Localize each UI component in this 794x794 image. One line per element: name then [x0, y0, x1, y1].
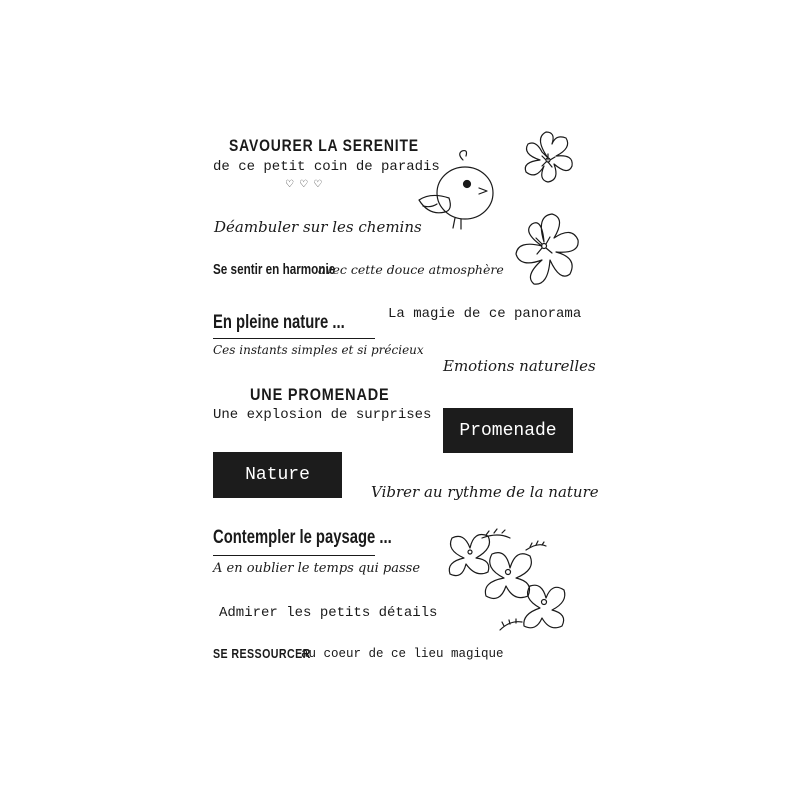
bird-illustration	[415, 148, 505, 238]
flower-small-icon	[518, 130, 578, 190]
label-promenade-text: Promenade	[459, 420, 557, 441]
subtitle-surprises: Une explosion de surprises	[213, 407, 432, 423]
text-ressourcer-bold: SE RESSOURCER	[213, 646, 311, 661]
underline-pleine-nature	[213, 338, 375, 339]
text-deambuler: Déambuler sur les chemins	[214, 218, 422, 236]
flower-large-icon	[506, 208, 581, 283]
text-admirer: Admirer les petits détails	[219, 605, 438, 621]
label-nature-text: Nature	[245, 465, 310, 485]
text-ressourcer-rest: au coeur de ce lieu magique	[301, 647, 504, 661]
text-vibrer: Vibrer au rythme de la nature	[371, 483, 599, 501]
text-panorama: La magie de ce panorama	[388, 306, 582, 322]
label-promenade	[443, 408, 573, 453]
subtitle-paradis: de ce petit coin de paradis	[213, 159, 440, 175]
title-promenade: UNE PROMENADE	[250, 385, 390, 404]
underline-contempler	[213, 555, 375, 556]
hearts-decoration: ♡ ♡ ♡	[285, 179, 324, 190]
label-nature	[213, 452, 342, 498]
text-harmonie-bold: Se sentir en harmonie	[213, 261, 336, 278]
text-pleine-nature: En pleine nature ...	[213, 312, 345, 333]
text-oublier: A en oublier le temps qui passe	[213, 561, 421, 576]
text-harmonie-script: avec cette douce atmosphère	[318, 262, 504, 277]
text-instants: Ces instants simples et si précieux	[213, 343, 424, 357]
text-emotions: Emotions naturelles	[443, 357, 596, 375]
title-savourer: SAVOURER LA SERENITE	[229, 136, 419, 155]
text-contempler: Contempler le paysage ...	[213, 527, 392, 548]
floral-cluster-illustration	[442, 530, 562, 640]
